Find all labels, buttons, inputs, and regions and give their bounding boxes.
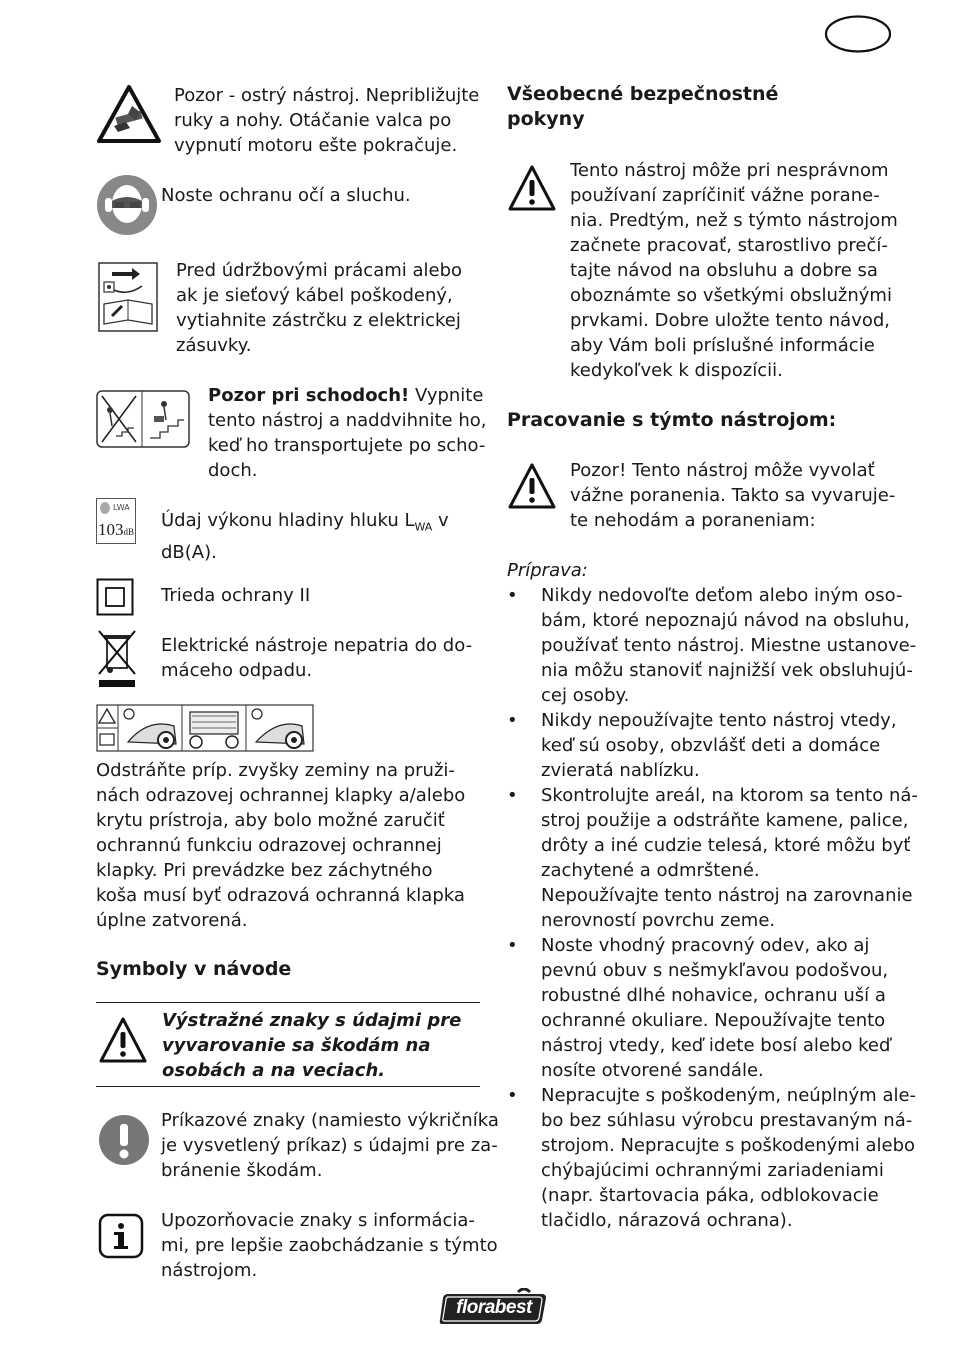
sharp-tool-warning-text: Pozor - ostrý nástroj. Nepribližujte ruky a nohy. Otáčanie valca po vypnutí motoru ešte pokračuje. bbox=[174, 85, 480, 156]
general-safety-text: Tento nástroj môže pri nesprávnom používaní zapríčiniť vážne porane- nia. Predtým, než s týmto nástrojom začnete pracovať, starostlivo prečí- tajte návod na obsluhu a dobre sa oboznámte so všetkými obslužnými prvkami. Dobre uložte tento návod, aby Vám boli príslušné informácie kedykoľvek k dispozícii. bbox=[570, 160, 898, 381]
symbols-top-rule bbox=[96, 1002, 480, 1003]
stairs-heading: Pozor pri schodoch! bbox=[208, 385, 410, 406]
warning-triangle-icon bbox=[98, 1016, 148, 1064]
noise-icon-speaker bbox=[100, 502, 110, 514]
list-item: • Nikdy nepoužívajte tento nástroj vtedy, keď sú osoby, obzvlášť deti a domáce zvieratá nablízku. bbox=[507, 710, 897, 781]
florabest-logo bbox=[438, 1288, 548, 1326]
logo-text: florabest bbox=[456, 1297, 532, 1318]
noise-icon-unit: dB bbox=[123, 527, 135, 537]
symbols-heading: Symboly v návode bbox=[96, 958, 292, 980]
info-signs-text: Upozorňovacie znaky s informácia- mi, pre lepšie zaobchádzanie s týmto nástrojom. bbox=[161, 1210, 498, 1281]
eye-ear-protection-icon bbox=[96, 174, 158, 236]
noise-icon-lwa: LWA bbox=[113, 503, 130, 512]
language-badge bbox=[824, 14, 892, 54]
command-exclamation-icon bbox=[98, 1114, 150, 1166]
symbols-bottom-rule bbox=[96, 1086, 480, 1087]
unplug-manual-icon bbox=[98, 262, 158, 332]
command-signs-text: Príkazové znaky (namiesto výkričníka je vysvetlený príkaz) s údajmi pre za- bránenie škodám. bbox=[161, 1110, 499, 1181]
noise-subscript: WA bbox=[414, 520, 433, 534]
preparation-label: Príprava: bbox=[507, 560, 588, 581]
noise-icon-value: 103 bbox=[98, 520, 124, 539]
list-item: • Noste vhodný pracovný odev, ako aj pevnú obuv s nešmykľavou podošvou, robustné dlhé nohavice, ochranu uší a ochranné okuliare. Nepoužívajte tento nástroj vtedy, keď idete bosí alebo keď nosíte otvorené sandále. bbox=[507, 935, 891, 1081]
general-safety-heading: Všeobecné bezpečnostné pokyny bbox=[507, 83, 779, 130]
stairs-text: Pozor pri schodoch! Vypnite tento nástroj a naddvihnite ho, keď ho transportujete po scho- doch. bbox=[208, 385, 487, 481]
eye-ear-protection-text: Noste ochranu očí a sluchu. bbox=[161, 185, 411, 206]
noise-level-icon bbox=[96, 498, 136, 544]
warning-triangle-icon bbox=[507, 462, 557, 510]
warning-signs-text: Výstražné znaky s údajmi pre vyvarovanie sa škodám na osobách a na veciach. bbox=[162, 1010, 462, 1081]
weee-crossed-bin-icon bbox=[96, 628, 138, 690]
deflector-flap-text: Odstráňte príp. zvyšky zeminy na pruži- nách odrazovej ochrannej klapky a/alebo krytu prístroja, aby bolo možné zaručiť ochrannú funkciu odrazovej ochrannej klapky. Pri prevádzke bez záchytného koša musí byť odrazová ochranná klapka úplne zatvorená. bbox=[96, 760, 466, 931]
maintenance-text: Pred údržbovými prácami alebo ak je sieťový kábel poškodený, vytiahnite zástrčku z elektrickej zásuvky. bbox=[176, 260, 463, 356]
working-text: Pozor! Tento nástroj môže vyvolať vážne poranenia. Takto sa vyvaruje- te nehodám a poraneniam: bbox=[570, 460, 896, 531]
info-icon bbox=[98, 1213, 144, 1259]
working-heading: Pracovanie s týmto nástrojom: bbox=[507, 409, 837, 431]
stairs-transport-icon bbox=[96, 390, 190, 448]
noise-level-text: Údaj výkonu hladiny hluku $L_{WA}$ v dB(A). bbox=[161, 510, 449, 563]
sharp-blade-warning-icon bbox=[96, 84, 162, 144]
list-item: • Skontrolujte areál, na ktorom sa tento ná- stroj použije a odstráňte kamene, palice, drôty a iné cudzie telesá, ktoré môžu byť zachytené a odmrštené. Nepoužívajte tento nástroj na zarovnanie nerovností povrchu zeme. bbox=[507, 785, 918, 931]
warning-triangle-icon bbox=[507, 164, 557, 212]
list-item: • Nepracujte s poškodeným, neúplným ale- bo bez súhlasu výrobcu prestavaným ná- strojom. Nepracujte s poškodenými alebo chýbajúcimi ochrannými zariadeniami (napr. štartovacia páka, odblokovacie tlačidlo, nárazová ochrana). bbox=[507, 1085, 917, 1231]
deflector-flap-illustration bbox=[96, 704, 314, 752]
protection-class-ii-icon bbox=[96, 578, 134, 616]
weee-text: Elektrické nástroje nepatria do do- máceho odpadu. bbox=[161, 635, 473, 681]
protection-class-text: Trieda ochrany II bbox=[161, 585, 311, 606]
list-item: • Nikdy nedovoľte deťom alebo iným oso- bám, ktoré nepoznajú návod na obsluhu, používať tento nástroj. Miestne ustanove- nia môžu stanoviť najnižší vek obsluhujú- cej osoby. bbox=[507, 585, 917, 706]
